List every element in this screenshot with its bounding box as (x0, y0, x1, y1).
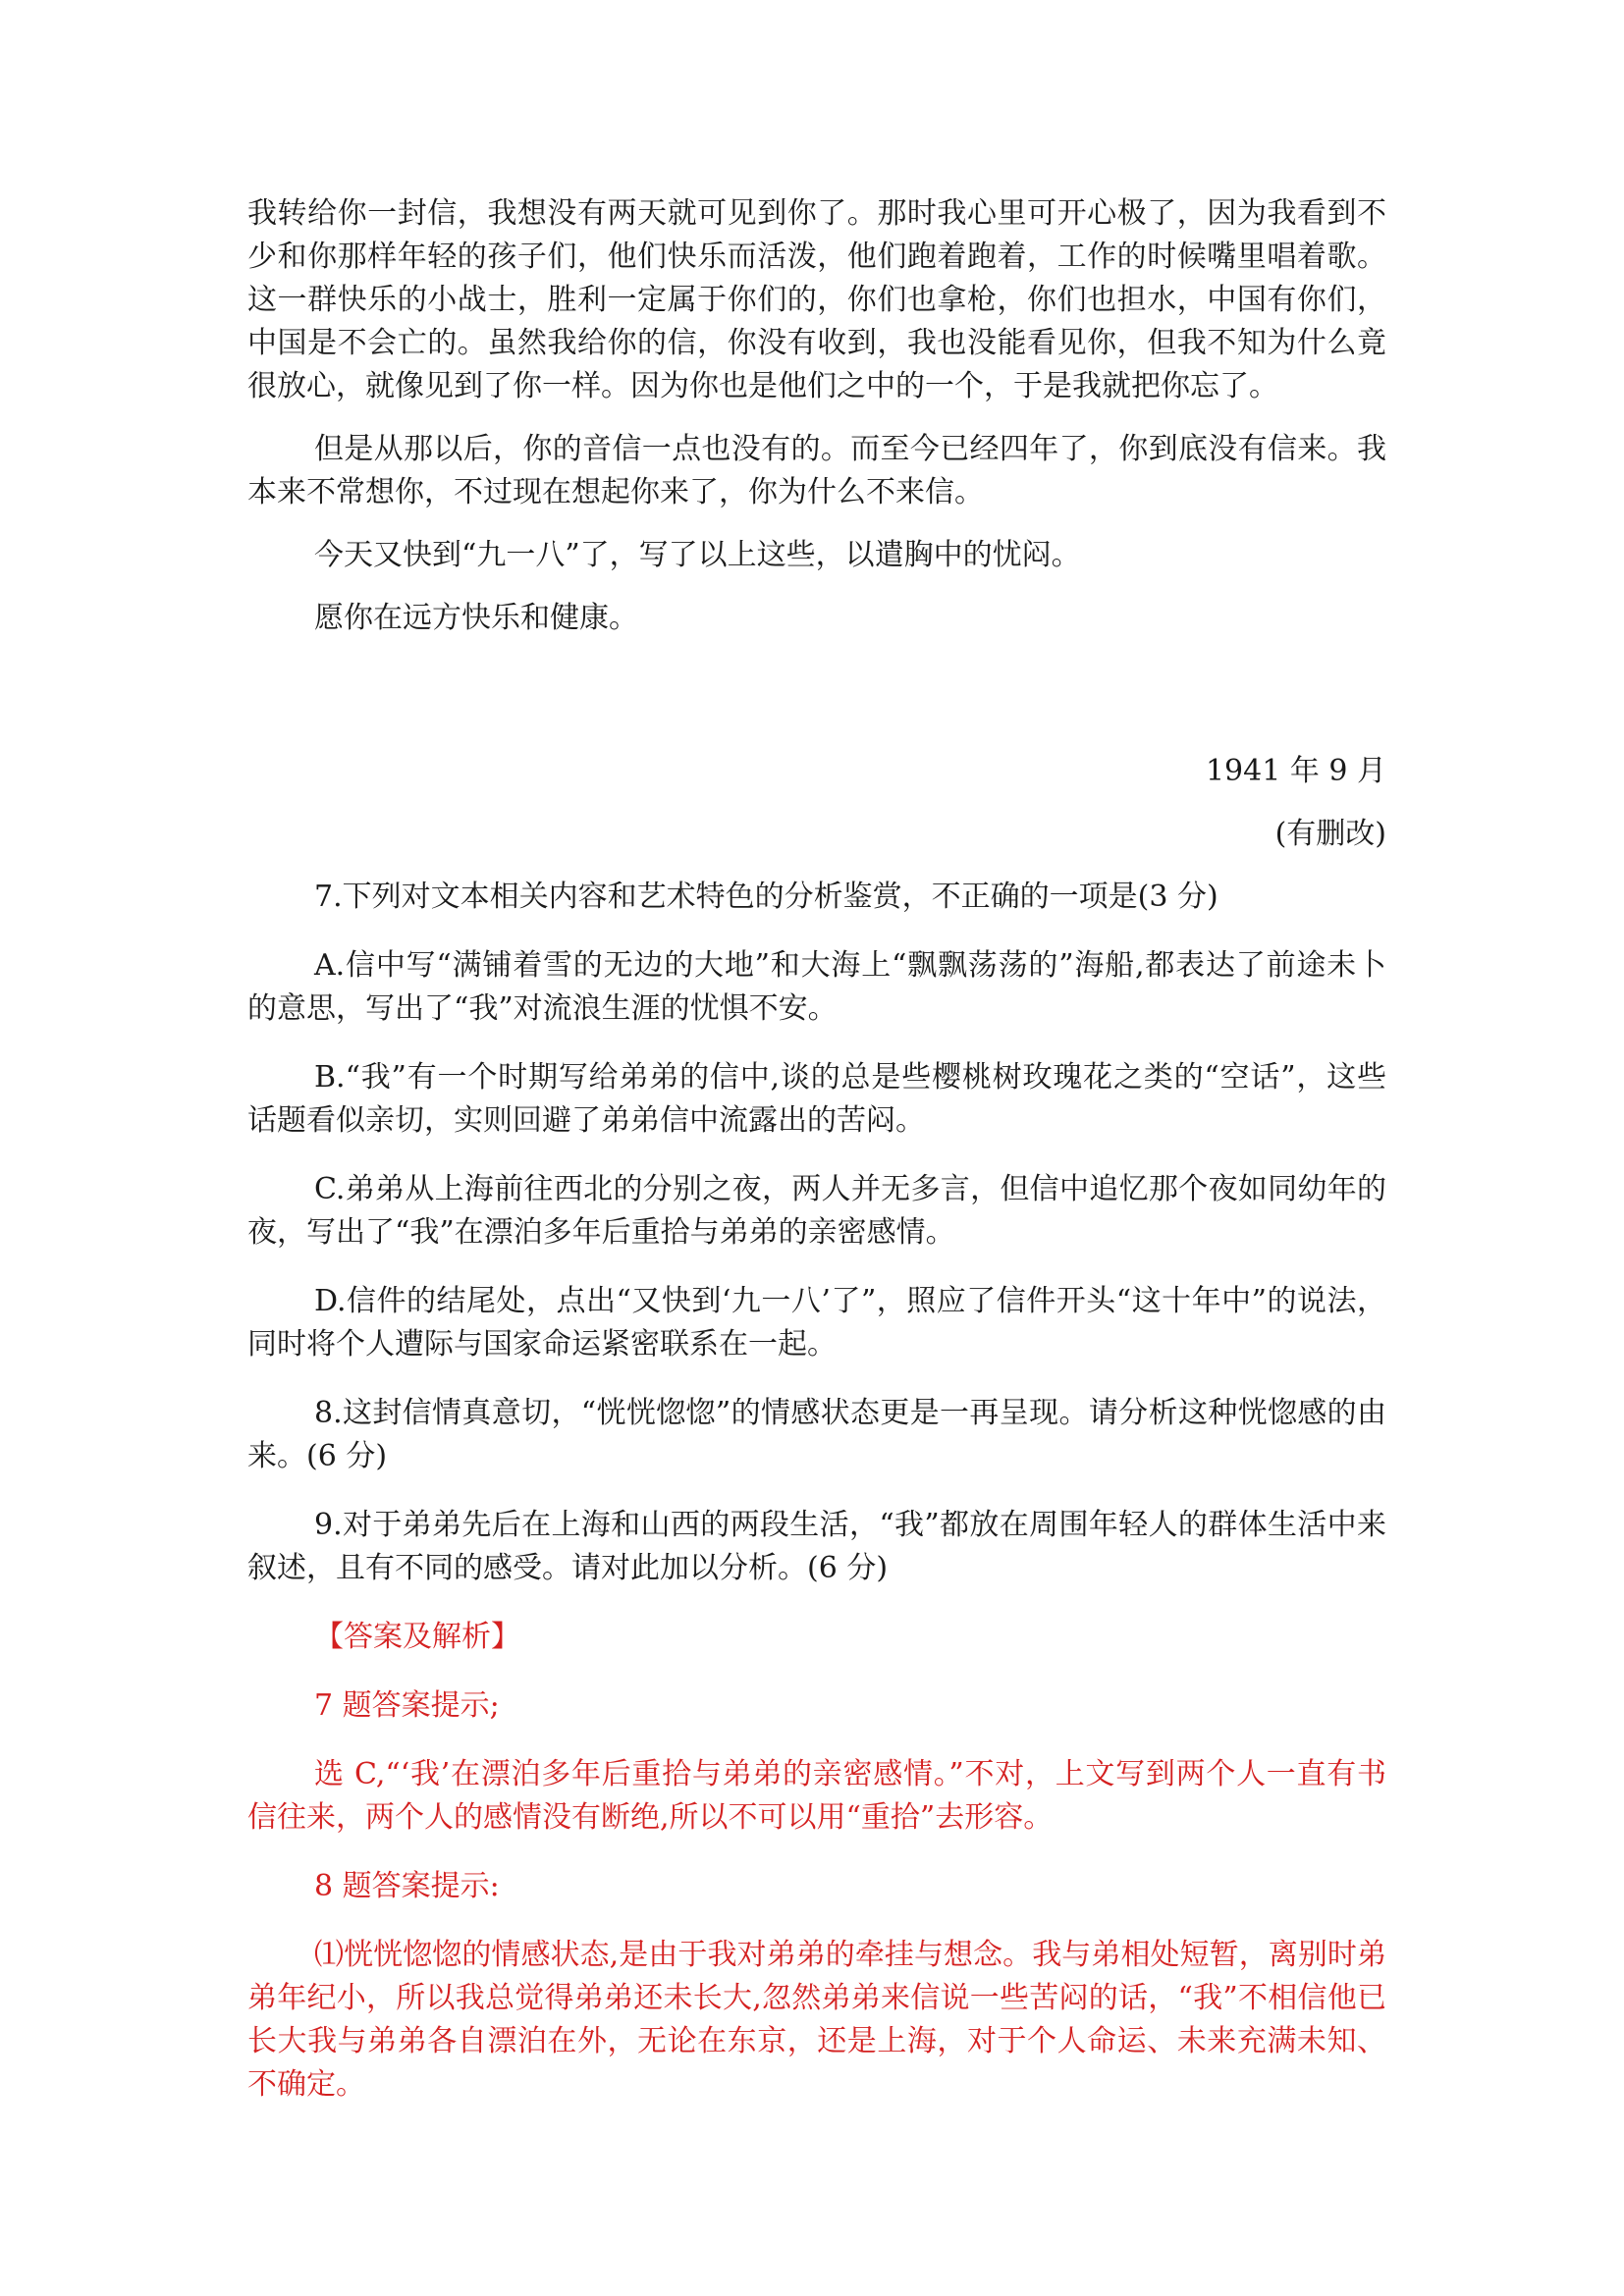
question-7-option-a: A.信中写“满铺着雪的无边的大地”和大海上“飘飘荡荡的”海船,都表达了前途未卜的意思，写出了“我”对流浪生涯的忧惧不安。 (247, 948, 1386, 1026)
answer-8-title: 8 题答案提示: (314, 1869, 500, 1903)
answer-7-title: 7 题答案提示; (314, 1688, 500, 1723)
question-7-option-d: D.信件的结尾处，点出“又快到‘九一八’了”，照应了信件开头“这十年中”的说法，同时将个人遭际与国家命运紧密联系在一起。 (247, 1284, 1386, 1362)
edit-note: (有删改) (1274, 817, 1386, 851)
answer-7-text: 选 C,“‘我’在漂泊多年后重拾与弟弟的亲密感情。”不对，上文写到两个人一直有书信往来，两个人的感情没有断绝,所以不可以用“重拾”去形容。 (247, 1757, 1386, 1835)
letter-paragraph-3: 今天又快到“九一八”了，写了以上这些，以遣胸中的忧闷。 (314, 538, 1081, 572)
letter-paragraph-4: 愿你在远方快乐和健康。 (314, 601, 638, 635)
letter-paragraph-continued: 我转给你一封信，我想没有两天就可见到你了。那时我心里可开心极了，因为我看到不少和你那样年轻的孩子们，他们快乐而活泼，他们跑着跑着，工作的时候嘴里唱着歌。这一群快乐的小战士，胜利一定属于你们的，你们也拿枪，你们也担水，中国有你们，中国是不会亡的。虽然我给你的信，你没有收到，我也没能看见你，但我不知为什么竟很放心，就像见到了你一样。因为你也是他们之中的一个，于是我就把你忘了。 (247, 196, 1386, 403)
question-9: 9.对于弟弟先后在上海和山西的两段生活，“我”都放在周围年轻人的群体生活中来叙述，且有不同的感受。请对此加以分析。(6 分) (247, 1508, 1386, 1585)
answer-heading: 【答案及解析】 (314, 1620, 520, 1654)
question-7-option-c: C.弟弟从上海前往西北的分别之夜，两人并无多言，但信中追忆那个夜如同幼年的夜，写出了“我”在漂泊多年后重拾与弟弟的亲密感情。 (247, 1172, 1386, 1250)
question-7: 7.下列对文本相关内容和艺术特色的分析鉴赏，不正确的一项是(3 分) (314, 880, 1218, 914)
question-7-option-b: B.“我”有一个时期写给弟弟的信中,谈的总是些樱桃树玫瑰花之类的“空话”，这些话题看似亲切，实则回避了弟弟信中流露出的苦闷。 (247, 1060, 1386, 1138)
spacer (247, 640, 1386, 730)
letter-date: 1941 年 9 月 (1205, 754, 1386, 788)
question-8: 8.这封信情真意切，“恍恍惚惚”的情感状态更是一再呈现。请分析这种恍惚感的由来。(6 分) (247, 1396, 1386, 1473)
letter-paragraph-2: 但是从那以后，你的音信一点也没有的。而至今已经四年了，你到底没有信来。我本来不常想你，不过现在想起你来了，你为什么不来信。 (247, 432, 1386, 509)
document-page (247, 192, 1386, 2107)
answer-8-text: ⑴恍恍惚惚的情感状态,是由于我对弟弟的牵挂与想念。我与弟相处短暂，离别时弟弟年纪小，所以我总觉得弟弟还未长大,忽然弟弟来信说一些苦闷的话，“我”不相信他已长大我与弟弟各自漂泊在外，无论在东京，还是上海，对于个人命运、未来充满未知、不确定。 (247, 1938, 1386, 2102)
